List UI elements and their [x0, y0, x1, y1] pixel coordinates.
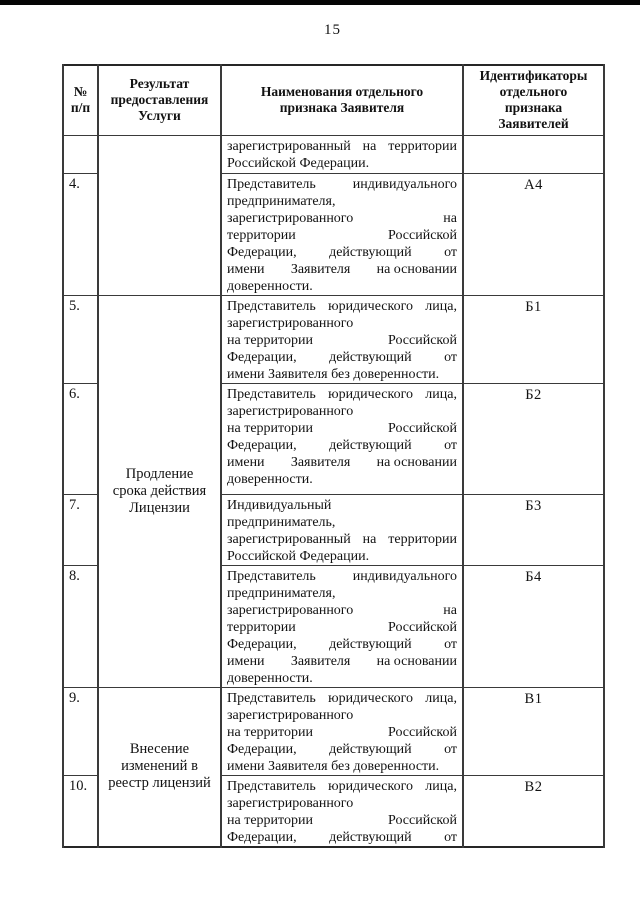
- text-segment: Российской: [388, 227, 457, 243]
- table-row: [63, 295, 604, 383]
- scan-artifact-top-bar: [0, 0, 640, 5]
- text-line: [227, 812, 457, 829]
- text-segment: Российской: [388, 332, 457, 348]
- text-segment: действующий: [329, 741, 412, 757]
- text-segment: Федерации,: [227, 741, 297, 757]
- header-line: п/п: [70, 100, 91, 116]
- attribute-name-cell: [221, 383, 463, 494]
- text-segment: Представитель: [227, 298, 316, 314]
- header-attribute-name: [221, 65, 463, 135]
- header-line: Наименования отдельного: [260, 84, 424, 100]
- text-segment: от: [444, 244, 457, 260]
- identifier-cell: Б3: [463, 494, 604, 565]
- text-segment: Представитель: [227, 386, 316, 402]
- text-segment: действующий: [329, 636, 412, 652]
- text-segment: Российской: [388, 812, 457, 828]
- text-line: [227, 795, 457, 812]
- text-segment: зарегистрированный: [227, 531, 351, 547]
- text-segment: на основании: [376, 261, 457, 277]
- page-number: 15: [324, 22, 341, 38]
- text-segment: имени Заявителя без доверенности.: [227, 758, 440, 774]
- text-line: [227, 420, 457, 437]
- text-segment: Российской Федерации.: [227, 548, 370, 564]
- text-segment: предпринимателя,: [227, 585, 336, 601]
- text-segment: на территории: [227, 724, 313, 740]
- text-line: [227, 261, 457, 278]
- text-segment: территории: [388, 138, 457, 154]
- text-segment: юридического: [328, 690, 413, 706]
- text-line: [227, 403, 457, 420]
- text-segment: имени: [227, 454, 265, 470]
- text-segment: на: [362, 531, 377, 547]
- text-line: [227, 653, 457, 670]
- row-number-cell: [63, 135, 98, 173]
- text-segment: доверенности.: [227, 670, 313, 686]
- text-line: [227, 670, 457, 687]
- text-segment: на: [443, 210, 457, 226]
- text-segment: Федерации,: [227, 349, 297, 365]
- text-line: [227, 778, 457, 795]
- text-line: [227, 619, 457, 636]
- service-line: Лицензии: [129, 499, 190, 516]
- text-segment: на основании: [376, 454, 457, 470]
- text-line: [227, 298, 457, 315]
- header-line: Услуги: [138, 108, 181, 124]
- text-segment: лица,: [425, 298, 457, 314]
- text-segment: Представитель: [227, 176, 316, 192]
- text-line: [227, 155, 457, 172]
- text-segment: действующий: [329, 829, 412, 845]
- service-line: реестр лицензий: [108, 775, 211, 792]
- table-row: [63, 135, 604, 173]
- text-segment: на территории: [227, 812, 313, 828]
- text-segment: Федерации,: [227, 437, 297, 453]
- text-segment: Заявителя: [290, 653, 351, 669]
- header-row-number: [63, 65, 98, 135]
- identifier-cell: А4: [463, 173, 604, 295]
- text-line: [227, 386, 457, 403]
- text-line: [227, 366, 457, 383]
- text-segment: Представитель: [227, 690, 316, 706]
- text-segment: имени: [227, 261, 265, 277]
- text-segment: зарегистрированного: [227, 315, 354, 331]
- text-line: [227, 437, 457, 454]
- text-segment: на: [362, 138, 377, 154]
- attribute-name-cell: [221, 565, 463, 687]
- attribute-name-cell: [221, 173, 463, 295]
- text-segment: на территории: [227, 420, 313, 436]
- text-line: [227, 193, 457, 210]
- header-line: Заявителей: [498, 116, 569, 132]
- text-segment: от: [444, 829, 457, 845]
- text-segment: действующий: [329, 349, 412, 365]
- identifier-cell: В1: [463, 687, 604, 775]
- identifier-cell: [463, 135, 604, 173]
- text-segment: зарегистрированного: [227, 602, 354, 618]
- text-segment: зарегистрированного: [227, 707, 354, 723]
- identifier-cell: В2: [463, 775, 604, 847]
- claimant-attributes-table: [62, 64, 605, 848]
- text-line: [227, 585, 457, 602]
- identifier-cell: Б2: [463, 383, 604, 494]
- text-segment: зарегистрированного: [227, 795, 354, 811]
- text-line: [227, 548, 457, 565]
- text-segment: Заявителя: [290, 261, 351, 277]
- text-segment: зарегистрированного: [227, 403, 354, 419]
- text-line: [227, 349, 457, 366]
- text-segment: доверенности.: [227, 278, 313, 294]
- header-line: Результат: [129, 76, 190, 92]
- text-line: [227, 724, 457, 741]
- header-service-result: [98, 65, 221, 135]
- header-identifier: [463, 65, 604, 135]
- text-segment: Заявителя: [290, 454, 351, 470]
- attribute-name-cell: [221, 295, 463, 383]
- text-line: [227, 244, 457, 261]
- row-number-cell: 6.: [63, 383, 98, 494]
- text-line: [227, 602, 457, 619]
- header-line: признака: [504, 100, 563, 116]
- service-cell: [98, 687, 221, 847]
- text-line: [227, 829, 457, 846]
- text-segment: территории: [227, 619, 296, 635]
- service-cell: [98, 295, 221, 687]
- text-segment: Федерации,: [227, 829, 297, 845]
- table-body: [63, 65, 604, 847]
- text-line: [227, 531, 457, 548]
- text-segment: зарегистрированный: [227, 138, 351, 154]
- text-line: [227, 514, 457, 531]
- text-segment: имени Заявителя без доверенности.: [227, 366, 440, 382]
- text-segment: действующий: [329, 244, 412, 260]
- text-segment: юридического: [328, 298, 413, 314]
- row-number-cell: 8.: [63, 565, 98, 687]
- text-segment: Представитель: [227, 778, 316, 794]
- text-segment: юридического: [328, 778, 413, 794]
- text-segment: Федерации,: [227, 636, 297, 652]
- text-segment: лица,: [425, 690, 457, 706]
- text-segment: предпринимателя,: [227, 193, 336, 209]
- identifier-cell: Б1: [463, 295, 604, 383]
- text-segment: Российской: [388, 724, 457, 740]
- text-line: [227, 690, 457, 707]
- text-segment: индивидуального: [352, 568, 457, 584]
- header-line: №: [73, 84, 88, 100]
- text-line: [227, 471, 457, 488]
- header-line: признака Заявителя: [279, 100, 405, 116]
- text-segment: Индивидуальный: [227, 497, 332, 513]
- service-cell: [98, 135, 221, 295]
- text-segment: на территории: [227, 332, 313, 348]
- text-segment: от: [444, 741, 457, 757]
- text-segment: на: [443, 602, 457, 618]
- text-segment: лица,: [425, 386, 457, 402]
- row-number-cell: 10.: [63, 775, 98, 847]
- text-line: [227, 497, 457, 514]
- text-line: [227, 707, 457, 724]
- text-line: [227, 278, 457, 295]
- text-line: [227, 176, 457, 193]
- text-line: [227, 758, 457, 775]
- table-row: [63, 687, 604, 775]
- identifier-cell: Б4: [463, 565, 604, 687]
- service-line: изменений в: [121, 758, 198, 775]
- service-line: Внесение: [129, 741, 190, 758]
- text-segment: юридического: [328, 386, 413, 402]
- header-row: [63, 65, 604, 135]
- text-segment: предприниматель,: [227, 514, 336, 530]
- text-segment: Российской: [388, 619, 457, 635]
- row-number-cell: 9.: [63, 687, 98, 775]
- text-line: [227, 636, 457, 653]
- attribute-name-cell: [221, 135, 463, 173]
- text-line: [227, 210, 457, 227]
- text-line: [227, 568, 457, 585]
- text-line: [227, 454, 457, 471]
- row-number-cell: 4.: [63, 173, 98, 295]
- text-segment: зарегистрированного: [227, 210, 354, 226]
- text-segment: действующий: [329, 437, 412, 453]
- text-segment: индивидуального: [352, 176, 457, 192]
- text-line: [227, 227, 457, 244]
- text-segment: Российской: [388, 420, 457, 436]
- text-segment: территории: [227, 227, 296, 243]
- text-segment: от: [444, 349, 457, 365]
- header-line: Идентификаторы: [479, 68, 588, 84]
- header-line: отдельного: [499, 84, 568, 100]
- text-segment: территории: [388, 531, 457, 547]
- text-line: [227, 315, 457, 332]
- text-line: [227, 741, 457, 758]
- attribute-name-cell: [221, 494, 463, 565]
- text-segment: на основании: [376, 653, 457, 669]
- header-line: предоставления: [110, 92, 209, 108]
- text-segment: Представитель: [227, 568, 316, 584]
- text-line: [227, 138, 457, 155]
- row-number-cell: 5.: [63, 295, 98, 383]
- service-line: Продление: [125, 465, 194, 482]
- text-segment: доверенности.: [227, 471, 313, 487]
- text-segment: лица,: [425, 778, 457, 794]
- text-segment: Федерации,: [227, 244, 297, 260]
- row-number-cell: 7.: [63, 494, 98, 565]
- service-line: срока действия: [112, 482, 207, 499]
- text-segment: от: [444, 636, 457, 652]
- text-segment: имени: [227, 653, 265, 669]
- text-segment: от: [444, 437, 457, 453]
- text-segment: Российской Федерации.: [227, 155, 370, 171]
- text-line: [227, 332, 457, 349]
- attribute-name-cell: [221, 775, 463, 847]
- attribute-name-cell: [221, 687, 463, 775]
